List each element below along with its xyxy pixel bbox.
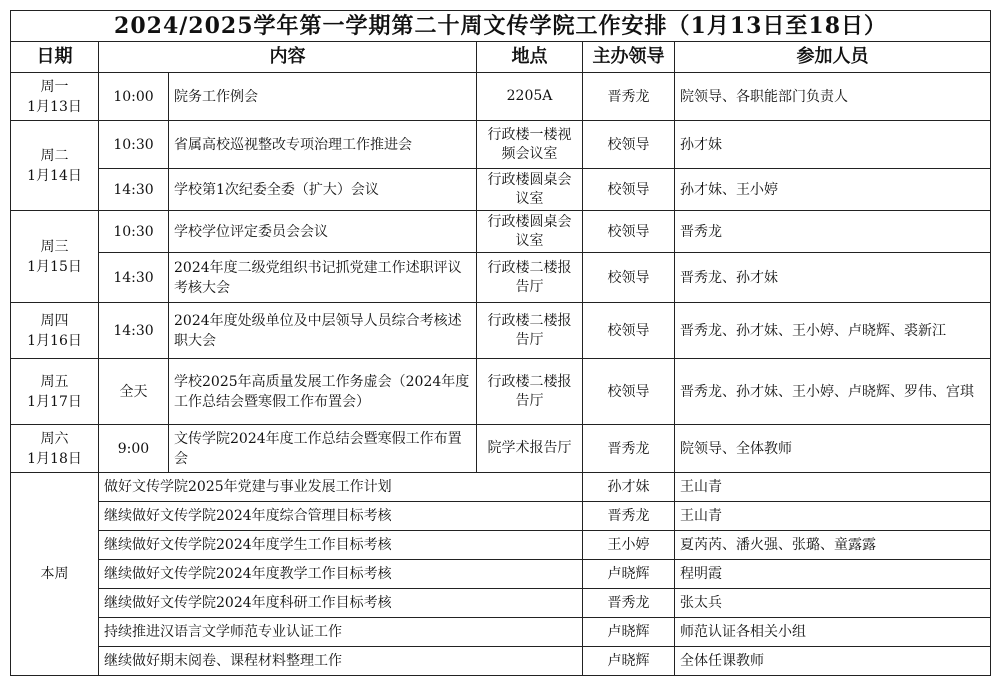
day-cell <box>11 121 99 211</box>
table-header <box>11 42 991 73</box>
event-participants: 院领导、各职能部门负责人 <box>675 73 991 121</box>
event-leader: 校领导 <box>583 211 675 253</box>
week-task-leader: 孙才妹 <box>583 473 675 502</box>
day-date: 1月16日 <box>27 332 82 349</box>
table-row <box>11 253 991 303</box>
event-content: 学校2025年高质量发展工作务虚会（2024年度工作总结会暨寒假工作布置会） <box>169 359 477 425</box>
table-row <box>11 647 991 676</box>
event-content: 学校学位评定委员会会议 <box>169 211 477 253</box>
event-leader: 晋秀龙 <box>583 73 675 121</box>
day-cell <box>11 425 99 473</box>
event-time: 14:30 <box>99 253 169 303</box>
event-place: 院学术报告厅 <box>477 425 583 473</box>
week-task-participants: 夏芮芮、潘火强、张璐、童露露 <box>675 531 991 560</box>
day-name: 周三 <box>40 238 69 255</box>
schedule-document <box>10 10 990 676</box>
header-content: 内容 <box>99 42 477 73</box>
event-place: 行政楼圆桌会议室 <box>477 169 583 211</box>
week-task-content: 继续做好文传学院2024年度教学工作目标考核 <box>99 560 583 589</box>
week-task-leader: 卢晓辉 <box>583 618 675 647</box>
week-task-participants: 王山青 <box>675 502 991 531</box>
header-leader: 主办领导 <box>583 42 675 73</box>
event-place: 行政楼二楼报告厅 <box>477 303 583 359</box>
day-date: 1月17日 <box>27 393 82 410</box>
event-participants: 孙才妹、王小婷 <box>675 169 991 211</box>
event-time: 10:30 <box>99 121 169 169</box>
week-task-leader: 晋秀龙 <box>583 502 675 531</box>
event-time: 10:30 <box>99 211 169 253</box>
event-time: 9:00 <box>99 425 169 473</box>
week-task-leader: 卢晓辉 <box>583 647 675 676</box>
event-leader: 校领导 <box>583 359 675 425</box>
day-name: 周四 <box>40 312 69 329</box>
day-cell <box>11 303 99 359</box>
day-cell <box>11 211 99 303</box>
header-place: 地点 <box>477 42 583 73</box>
table-row <box>11 303 991 359</box>
event-participants: 孙才妹 <box>675 121 991 169</box>
event-place: 行政楼二楼报告厅 <box>477 359 583 425</box>
week-task-content: 做好文传学院2025年党建与事业发展工作计划 <box>99 473 583 502</box>
week-task-participants: 全体任课教师 <box>675 647 991 676</box>
day-cell <box>11 359 99 425</box>
header-date: 日期 <box>11 42 99 73</box>
event-participants: 晋秀龙、孙才妹 <box>675 253 991 303</box>
event-content: 学校第1次纪委全委（扩大）会议 <box>169 169 477 211</box>
event-leader: 校领导 <box>583 121 675 169</box>
week-task-participants: 师范认证各相关小组 <box>675 618 991 647</box>
week-task-content: 继续做好文传学院2024年度科研工作目标考核 <box>99 589 583 618</box>
day-cell <box>11 73 99 121</box>
event-content: 2024年度处级单位及中层领导人员综合考核述职大会 <box>169 303 477 359</box>
day-name: 周二 <box>40 147 69 164</box>
event-content: 院务工作例会 <box>169 73 477 121</box>
table-row <box>11 473 991 502</box>
week-task-leader: 晋秀龙 <box>583 589 675 618</box>
event-leader: 校领导 <box>583 169 675 211</box>
event-content: 省属高校巡视整改专项治理工作推进会 <box>169 121 477 169</box>
event-time: 14:30 <box>99 303 169 359</box>
event-leader: 晋秀龙 <box>583 425 675 473</box>
table-row <box>11 618 991 647</box>
table-row <box>11 211 991 253</box>
event-place: 行政楼圆桌会议室 <box>477 211 583 253</box>
week-task-content: 继续做好文传学院2024年度学生工作目标考核 <box>99 531 583 560</box>
day-name: 周五 <box>40 373 69 390</box>
table-row <box>11 169 991 211</box>
week-task-participants: 程明霞 <box>675 560 991 589</box>
event-content: 文传学院2024年度工作总结会暨寒假工作布置会 <box>169 425 477 473</box>
week-task-participants: 王山青 <box>675 473 991 502</box>
table-row <box>11 121 991 169</box>
table-row <box>11 531 991 560</box>
week-task-content: 继续做好文传学院2024年度综合管理目标考核 <box>99 502 583 531</box>
table-row <box>11 359 991 425</box>
week-task-leader: 王小婷 <box>583 531 675 560</box>
event-participants: 院领导、全体教师 <box>675 425 991 473</box>
event-place: 行政楼一楼视频会议室 <box>477 121 583 169</box>
table-row <box>11 589 991 618</box>
day-date: 1月15日 <box>27 258 82 275</box>
day-date: 1月14日 <box>27 167 82 184</box>
event-leader: 校领导 <box>583 303 675 359</box>
day-name: 周一 <box>40 78 69 95</box>
day-date: 1月18日 <box>27 450 82 467</box>
week-task-leader: 卢晓辉 <box>583 560 675 589</box>
day-date: 1月13日 <box>27 98 82 115</box>
table-row <box>11 502 991 531</box>
week-task-participants: 张太兵 <box>675 589 991 618</box>
event-participants: 晋秀龙、孙才妹、王小婷、卢晓辉、罗伟、宫琪 <box>675 359 991 425</box>
event-participants: 晋秀龙 <box>675 211 991 253</box>
day-name: 周六 <box>40 430 69 447</box>
header-participants: 参加人员 <box>675 42 991 73</box>
event-content: 2024年度二级党组织书记抓党建工作述职评议考核大会 <box>169 253 477 303</box>
event-place: 2205A <box>477 73 583 121</box>
event-time: 全天 <box>99 359 169 425</box>
table-row <box>11 560 991 589</box>
week-task-content: 持续推进汉语言文学师范专业认证工作 <box>99 618 583 647</box>
event-place: 行政楼二楼报告厅 <box>477 253 583 303</box>
week-task-content: 继续做好期末阅卷、课程材料整理工作 <box>99 647 583 676</box>
event-leader: 校领导 <box>583 253 675 303</box>
week-label: 本周 <box>11 473 99 676</box>
page-title: 2024/2025学年第一学期第二十周文传学院工作安排（1月13日至18日） <box>11 11 991 42</box>
table-row <box>11 425 991 473</box>
event-participants: 晋秀龙、孙才妹、王小婷、卢晓辉、裘新江 <box>675 303 991 359</box>
schedule-table <box>10 10 991 676</box>
event-time: 10:00 <box>99 73 169 121</box>
table-row <box>11 73 991 121</box>
event-time: 14:30 <box>99 169 169 211</box>
